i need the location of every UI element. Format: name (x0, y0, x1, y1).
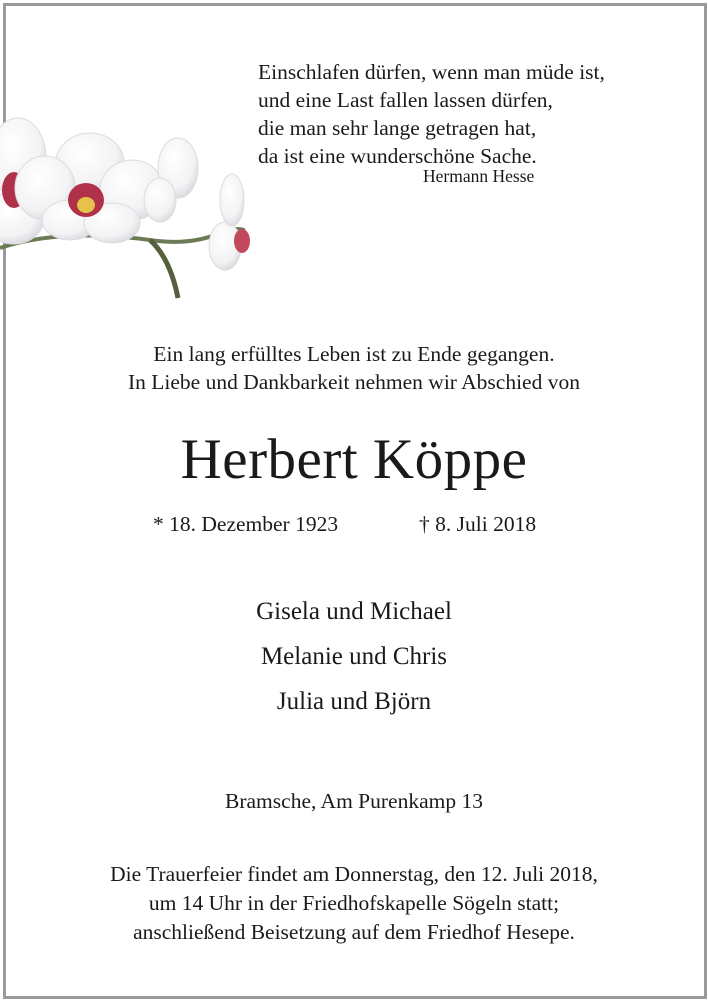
intro-line: In Liebe und Dankbarkeit nehmen wir Abschied von (128, 370, 580, 394)
intro-text (0, 340, 708, 396)
birth-date: * 18. Dezember 1923 (153, 512, 339, 536)
quote-line: da ist eine wunderschöne Sache. (258, 144, 537, 168)
mourner-name: Melanie und Chris (260, 643, 448, 670)
funeral-service-info (0, 860, 708, 947)
mourner-name: Gisela und Michael (256, 598, 452, 625)
mourner-name: Julia und Björn (276, 688, 432, 715)
orchid-flower-image (0, 108, 275, 308)
intro-line: Ein lang erfülltes Leben ist zu Ende gegangen. (153, 342, 555, 366)
service-line: um 14 Uhr in der Friedhofskapelle Sögeln statt; (148, 891, 560, 915)
quote-line: die man sehr lange getragen hat, (258, 116, 537, 140)
quote-author: Hermann Hesse (423, 166, 535, 186)
service-line: anschließend Beisetzung auf dem Friedhof Hesepe. (133, 920, 575, 944)
deceased-name: Herbert Köppe (180, 428, 528, 491)
quote-block (258, 58, 605, 170)
quote-line: und eine Last fallen lassen dürfen, (258, 88, 553, 112)
quote-line: Einschlafen dürfen, wenn man müde ist, (258, 60, 605, 84)
service-line: Die Trauerfeier findet am Donnerstag, den 12. Juli 2018, (110, 862, 598, 886)
death-date: † 8. Juli 2018 (419, 512, 537, 536)
family-address: Bramsche, Am Purenkamp 13 (225, 789, 483, 813)
mourners-list (0, 592, 708, 727)
